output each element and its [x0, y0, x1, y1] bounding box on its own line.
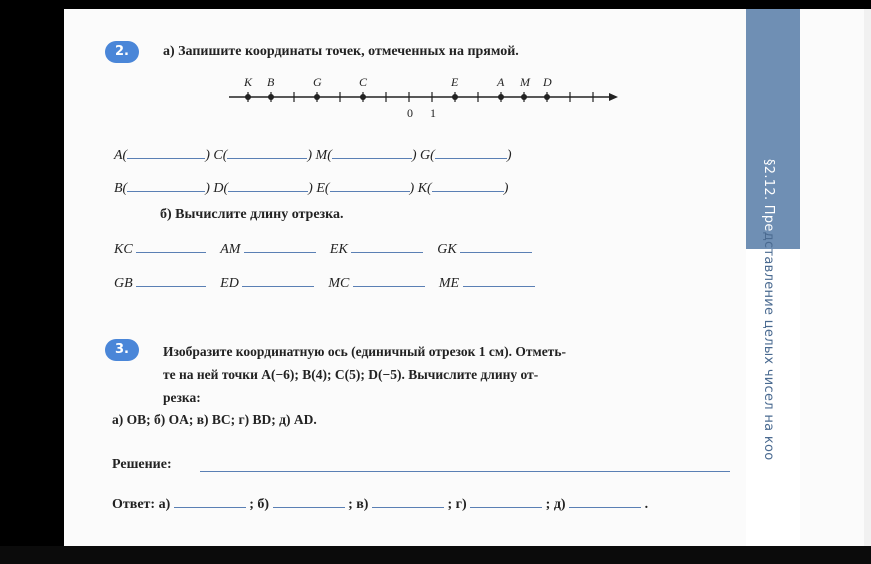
blank-line — [470, 507, 542, 508]
task-3-line-4: а) OB; б) OA; в) BC; г) BD; д) AD. — [112, 412, 317, 427]
blank-line — [330, 191, 410, 192]
numberline-point-label: M — [520, 75, 530, 89]
numberline-point-label: G — [313, 75, 322, 89]
coord-label-d: ) D( — [205, 181, 229, 196]
coord-label-e: ) E( — [308, 181, 330, 196]
task-2a-prompt: а) Запишите координаты точек, отмеченных на прямой. — [163, 44, 519, 59]
task-3-line-2: те на ней точки A(−6); B(4); C(5); D(−5). Вычислите длину от- — [163, 367, 539, 382]
number-line — [224, 73, 624, 123]
numberline-point — [452, 94, 458, 100]
coord-label-m: ) M( — [307, 148, 332, 163]
textbook-page — [64, 9, 864, 546]
coord-label-k: ) K( — [409, 181, 432, 196]
segment-label: KC — [114, 242, 133, 257]
answer-part: ; г) — [447, 497, 467, 512]
blank-line — [372, 507, 444, 508]
page-margin — [864, 9, 871, 546]
numberline-point-label: K — [244, 75, 253, 89]
solution-line — [200, 471, 730, 472]
solution-label: Решение: — [112, 457, 172, 472]
numberline-point-label: C — [359, 75, 368, 89]
blank-line — [127, 191, 205, 192]
blank-line — [569, 507, 641, 508]
blank-line — [242, 286, 314, 287]
coord-row-1 — [114, 148, 512, 164]
blank-line — [351, 252, 423, 253]
segment-label: EK — [329, 242, 348, 257]
task-number-badge: 2. — [105, 41, 139, 63]
blank-line — [227, 158, 307, 159]
numberline-one: 1 — [430, 106, 436, 120]
segment-label: AM — [220, 242, 241, 257]
segment-label: ED — [220, 276, 239, 291]
task-2b-prompt: б) Вычислите длину отрезка. — [160, 207, 344, 222]
numberline-point — [521, 94, 527, 100]
blank-line — [174, 507, 246, 508]
numberline-zero: 0 — [407, 106, 413, 120]
numberline-point-label: B — [267, 75, 275, 89]
coord-close: ) — [506, 148, 512, 163]
task-3-line-3: резка: — [163, 390, 201, 405]
coord-label-g: ) G( — [411, 148, 435, 163]
blank-line — [435, 158, 507, 159]
coord-close: ) — [503, 181, 509, 196]
coord-label-a: A( — [114, 148, 128, 163]
coord-label-b: B( — [114, 181, 128, 196]
numberline-point — [314, 94, 320, 100]
answer-part: ; в) — [348, 497, 369, 512]
numberline-point — [360, 94, 366, 100]
answer-part: ; б) — [249, 497, 270, 512]
segment-row-2 — [114, 276, 535, 292]
coord-label-c: ) C( — [205, 148, 228, 163]
blank-line — [127, 158, 205, 159]
numberline-point — [268, 94, 274, 100]
answer-part: . — [644, 497, 649, 512]
blank-line — [463, 286, 535, 287]
section-side-tab — [746, 9, 800, 546]
answer-part: ; д) — [545, 497, 566, 512]
coord-row-2 — [114, 181, 508, 197]
answer-label: Ответ: а) — [112, 497, 171, 512]
section-title-vertical — [761, 159, 776, 461]
section-title-part-1: §2.12. Пре — [761, 159, 776, 232]
blank-line — [273, 507, 345, 508]
numberline-point — [498, 94, 504, 100]
blank-line — [244, 252, 316, 253]
segment-row-1 — [114, 242, 532, 258]
numberline-point-label: E — [451, 75, 459, 89]
blank-line — [228, 191, 308, 192]
task-number-badge: 3. — [105, 339, 139, 361]
blank-line — [353, 286, 425, 287]
task-3-line-1: Изобразите координатную ось (единичный отрезок 1 см). Отметь- — [163, 344, 566, 359]
numberline-point-label: A — [497, 75, 505, 89]
numberline-point — [245, 94, 251, 100]
segment-label: MC — [328, 276, 350, 291]
blank-line — [432, 191, 504, 192]
segment-label: ME — [438, 276, 460, 291]
section-title-part-2: дставление целых чисел на коо — [761, 231, 776, 461]
numberline-point — [544, 94, 550, 100]
segment-label: GK — [437, 242, 457, 257]
numberline-point-label: D — [543, 75, 552, 89]
bottom-frame — [0, 546, 871, 564]
blank-line — [136, 252, 206, 253]
blank-line — [332, 158, 412, 159]
answer-row — [112, 497, 648, 513]
blank-line — [460, 252, 532, 253]
segment-label: GB — [114, 276, 133, 291]
blank-line — [136, 286, 206, 287]
